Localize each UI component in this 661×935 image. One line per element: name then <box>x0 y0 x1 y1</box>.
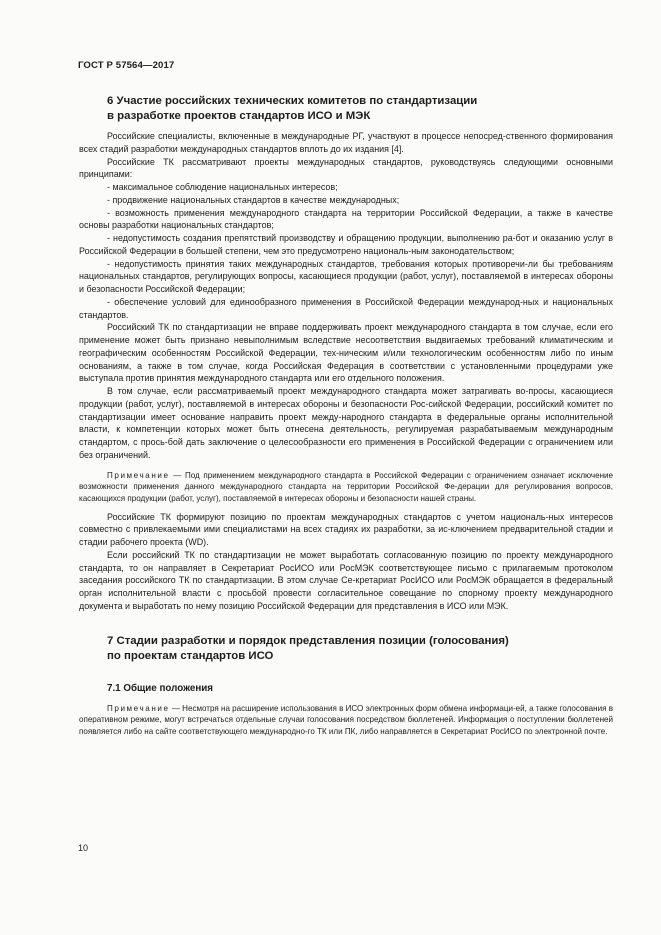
section-6-heading-line2: в разработке проектов стандартов ИСО и МЭК <box>107 110 371 122</box>
page-number: 10 <box>78 843 89 853</box>
principle-item: - максимальное соблюдение национальных интересов; <box>107 182 338 192</box>
paragraph-no-agreement: Если российский ТК по стандартизации не может выработать согласованную позицию по проекту международного стандарта, то он направляет в Секретариат РосИСО или РосМЭК соответствующее письмо с прилагаемым протоколом заседания российского ТК по стандартизации. В этом случае Се-кретариат РосИСО или РосМЭК обращается в федеральный орган исполнительной власти с просьбой провести согласительное совещание по спорному проекту международного документа и выработать по нему позицию Российской Федерации для представления в ИСО или МЭК. <box>79 549 613 611</box>
document-code: ГОСТ Р 57564—2017 <box>78 60 175 71</box>
section-7-heading-line1: 7 Стадии разработки и порядок представления позиции (голосования) <box>107 634 509 647</box>
section-7-heading-line2: по проектам стандартов ИСО <box>107 649 274 662</box>
paragraph-principles-intro: Российские ТК рассматривают проекты международных стандартов, руководствуясь следующими основными принципами: <box>79 156 613 180</box>
paragraph-tk-rights: Российский ТК по стандартизации не вправе поддерживать проект международного стандарта в том случае, если его применение может быть признано невыполнимым вследствие несоответствия выдвигаемых требований климатическим и географическим особенностям Российской Федерации, тех-ническим и/или технологическим особенностям либо по иным основаниям, а также в том случае, когда Российская Федерация в соответствии с установленными процедурами уже выступала против принятия международного стандарта или его отдельного положения. <box>79 322 613 384</box>
note-label: Примечание <box>107 703 170 713</box>
note-label: Примечание <box>107 470 170 480</box>
principle-item: - недопустимость создания препятствий производству и обращению продукции, выполнению ра-бот и оказанию услуг в Российской Федерации в большей степени, чем это предусмотрено националь-ным законодательством; <box>79 233 613 256</box>
page-content <box>79 94 613 744</box>
paragraph-specialists: Российские специалисты, включенные в международные РГ, участвуют в процессе непосред-ственного формирования всех стадий разработки международных стандартов вплоть до их издания [4]. <box>79 131 613 154</box>
principle-item: - недопустимость принятия таких международных стандартов, требования которых противоречи-ли бы требованиям национальных стандартов, регулирующих вопросы, касающиеся продукции (работ, услуг), поставляемой в интересах обороны и безопасности Российской Федерации; <box>79 258 613 294</box>
section-7-heading <box>107 634 613 664</box>
section-6-heading <box>107 94 613 124</box>
note-restriction <box>79 470 613 505</box>
section-6-heading-line1: 6 Участие российских технических комитетов по стандартизации <box>107 95 478 107</box>
note-text: — Несмотря на расширение использования в ИСО электронных форм обмена информаци-ей, а также голосования в оперативном режиме, могут встречаться отдельные случаи голосования посредством бюллетеней. Информация о поступлении бюллетеней появляется либо на сайте соответствующего международно-го ТК или ПК, либо направляется в Секретариат РосИСО по электронной почте. <box>79 703 613 737</box>
note-text: — Под применением международного стандарта в Российской Федерации с ограничением означает исключение возможности применения данного международного стандарта на территории Российской Фе-дерации для регулирования вопросов, касающихся продукции (работ, услуг), поставляемой в интересах обороны и безопасности нашей страны. <box>79 470 613 503</box>
principle-item: - продвижение национальных стандартов в качестве международных; <box>107 194 400 205</box>
subsection-7-1-heading: 7.1 Общие положения <box>107 682 214 694</box>
principle-item: - обеспечение условий для единообразного применения в Российской Федерации международ-ных и национальных стандартов. <box>79 296 613 320</box>
note-ballots <box>79 703 613 738</box>
spacer <box>79 670 613 682</box>
spacer <box>79 613 613 634</box>
paragraph-position: Российские ТК формируют позицию по проектам международных стандартов с учетом националь-ных интересов совместно с привлекаемыми ими специалистами на всех стадиях их разработки, за ис-ключением предварительной стадии и стадии рабочего проекта (WD). <box>79 511 613 548</box>
principle-item: - возможность применения международного стандарта на территории Российской Федерации, а также в качестве основы разработки национальных стандартов; <box>79 207 613 231</box>
paragraph-defense-case: В том случае, если рассматриваемый проект международного стандарта может затрагивать во-просы, касающиеся продукции (работ, услуг), поставляемой в интересах обороны и безопасности Рос-сийской Федерации, российский комитет по стандартизации имеет основание направить проект между-народного стандарта в федеральные органы исполнительной власти, к компетенции которых может быть отнесена деятельность, регулируемая разрабатываемым международным стандартом, с прось-бой дать заключение о целесообразности его применения в Российской Федерации с ограничением или без ограничений. <box>79 386 613 460</box>
